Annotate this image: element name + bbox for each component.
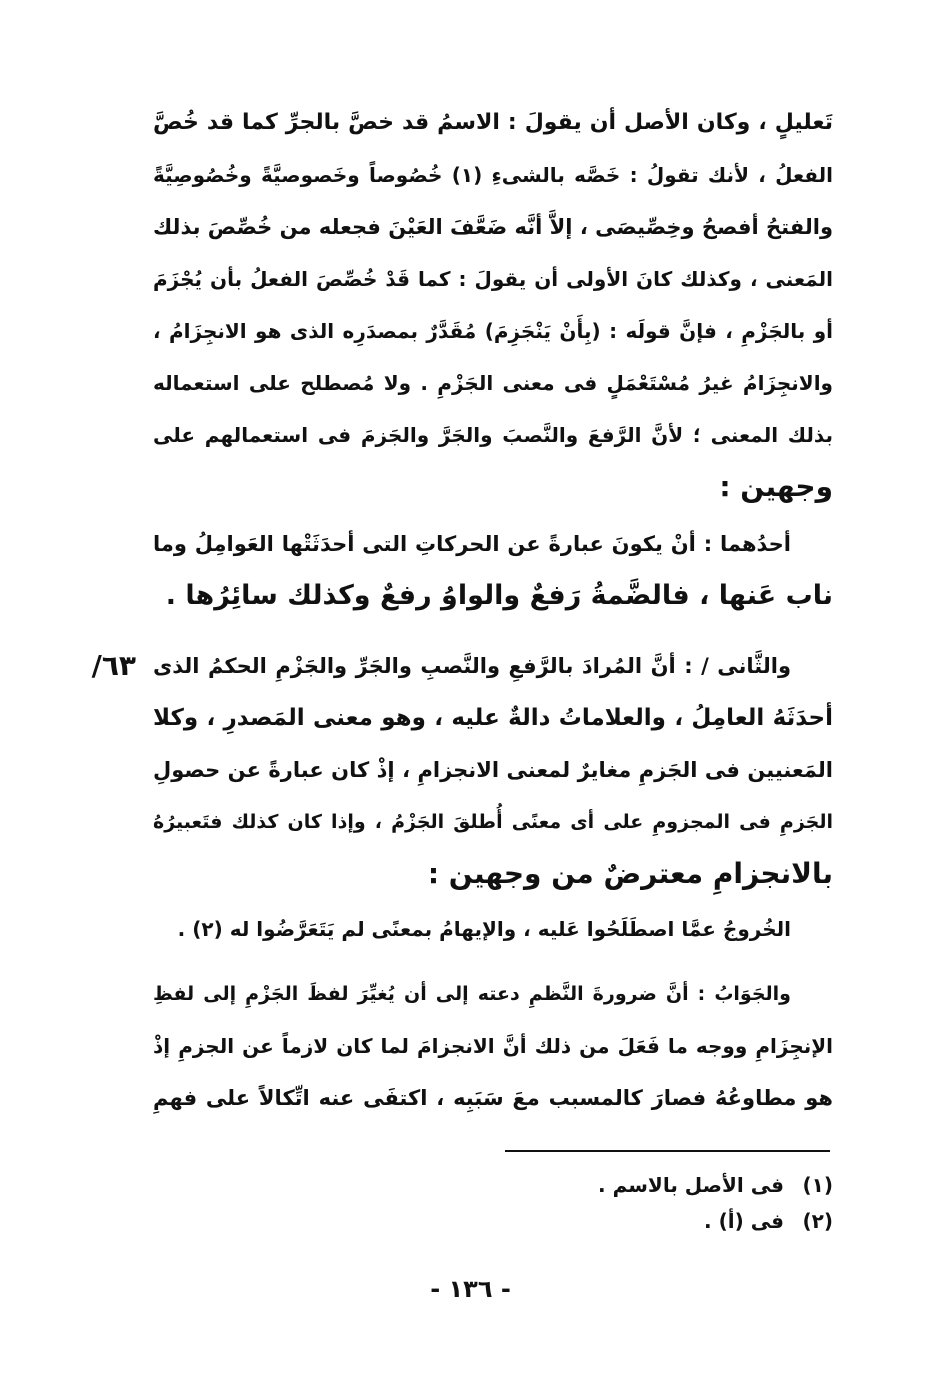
body-line: والانجِزَامُ غيرُ مُسْتَعْمَلٍ فى معنى الجَزْمِ . ولا مُصطلح على استعماله	[153, 371, 833, 395]
body-line: أو بالجَزْمِ ، فإنَّ قولَه : (بِأَنْ يَنْجَزِمَ) مُقَدَّرٌ بمصدَرِه الذى هو الانجِزَامُ ،	[153, 319, 833, 343]
body-line: والجَوَابُ : أنَّ ضرورةَ النَّظمِ دعته إلى أن يُغيِّرَ لفظَ الجَزْمِ إلى لفظِ	[153, 983, 791, 1005]
body-line: هو مطاوعُهُ فصارَ كالمسبب معَ سَبَبِه ، اكتفَى عنه اتِّكالاً على فهمِ	[153, 1086, 833, 1110]
body-line: الفعلُ ، لأنك تقولُ : خَصَّه بالشىءِ (١) خُصُوصاً وخَصوصيَّةً وخُصُوصِيَّةً	[153, 163, 833, 187]
body-line: تَعليلٍ ، وكان الأصل أن يقولَ : الاسمُ قد خصَّ بالجرِّ كما قد خُصَّ	[153, 110, 833, 135]
body-line: والفتحُ أفصحُ وخِصِّيصَى ، إلاَّ أنَّه ضَعَّفَ العَيْنَ فجعله من خُصِّصَ بذلك	[153, 215, 833, 239]
body-line: أحدَثَهُ العامِلُ ، والعلاماتُ دالةٌ عليه ، وهو معنى المَصدرِ ، وكلا	[153, 705, 833, 731]
body-line: الإنجِزَامِ ووجه ما فَعَلَ من ذلك أنَّ الانجزامَ لما كان لازماً عن الجزمِ إذْ	[153, 1034, 833, 1058]
body-line: الجَزمِ فى المجزومِ على أى معنًى أُطلقَ الجَزْمُ ، وإذا كان كذلك فتَعبيرُهُ	[153, 811, 833, 833]
footnote-text: فى (أ) .	[704, 1209, 785, 1233]
footnote-number: (٢)	[802, 1209, 833, 1233]
body-line: والثَّانى / : أنَّ المُرادَ بالرَّفعِ والنَّصبِ والجَرِّ والجَزْمِ الحكمُ الذى	[153, 654, 791, 678]
body-line: ناب عَنها ، فالضَّمةُ رَفعٌ والواوُ رفعٌ وكذلك سائِرُها .	[165, 580, 833, 611]
page-number: - ١٣٦ -	[430, 1275, 511, 1303]
margin-marker: ٦٣/	[91, 649, 136, 682]
body-line: المَعنيين فى الجَزمِ مغايرٌ لمعنى الانجزامِ ، إذْ كان عبارةً عن حصولِ	[153, 758, 833, 782]
body-line: الخُروجُ عمَّا اصطَلَحُوا عَليه ، والإيهامُ بمعنًى لم يَتَعَرَّضُوا له (٢) .	[177, 917, 791, 941]
footnote-1	[598, 1170, 833, 1200]
body-line: بالانجزامِ معترضٌ من وجهين :	[427, 857, 833, 890]
body-line: وجهين :	[719, 470, 833, 503]
footnote-2	[704, 1206, 833, 1236]
footnote-number: (١)	[802, 1173, 833, 1197]
body-line: المَعنى ، وكذلك كانَ الأولى أن يقولَ : كما قَدْ خُصِّصَ الفعلُ بأن يُجْزَمَ	[153, 267, 833, 291]
body-line: بذلك المعنى ؛ لأنَّ الرَّفعَ والنَّصبَ والجَرَّ والجَزمَ فى استعمالهم على	[153, 423, 833, 447]
footnote-text: فى الأصل بالاسم .	[598, 1173, 785, 1197]
body-line: أحدُهما : أنْ يكونَ عبارةً عن الحركاتِ التى أحدَثَتْها العَوامِلُ وما	[153, 532, 791, 556]
footnote-separator	[505, 1150, 830, 1152]
